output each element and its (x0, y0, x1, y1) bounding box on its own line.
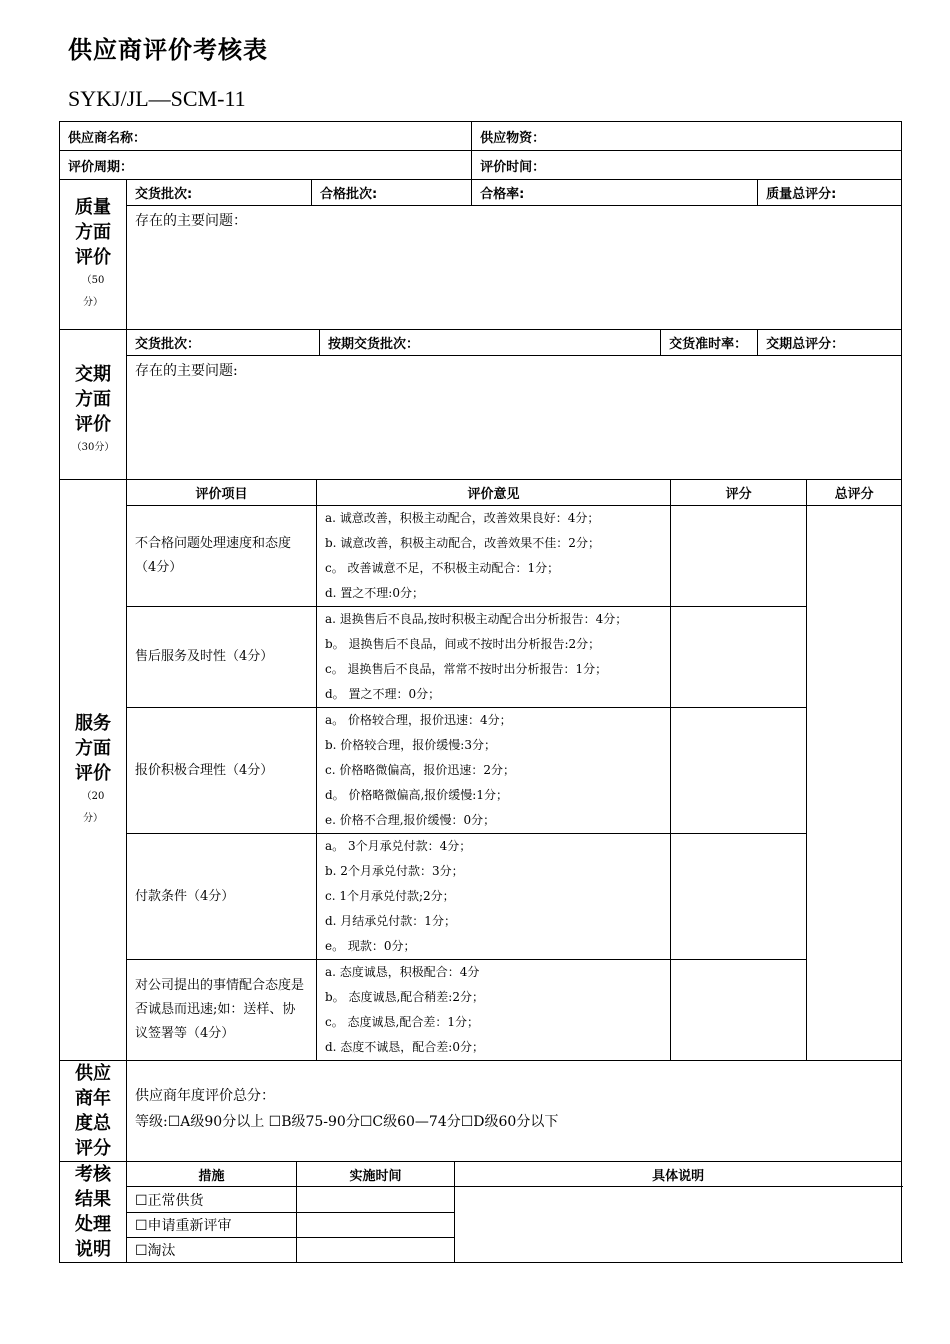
service-option: c. 价格略微偏高，报价迅速：2分； (325, 763, 515, 777)
service-option: d。 价格略微偏高,报价缓慢:1分； (325, 788, 508, 802)
service-option: c。 退换售后不良品，常常不按时出分析报告：1分； (325, 662, 608, 676)
service-item-2: 售后服务及时性（4分） (127, 607, 317, 708)
service-score-4[interactable] (671, 834, 807, 960)
service-option: d. 月结承兑付款：1分； (325, 914, 456, 928)
grade-checkboxes[interactable]: 等级:☐A级90分以上 ☐B级75-90分☐C级60—74分☐D级60分以下 (135, 1114, 559, 1130)
service-option: e. 价格不合理,报价缓慢：0分； (325, 813, 496, 827)
service-options-3 (317, 708, 671, 834)
quality-pass-rate-field[interactable]: 合格率: (472, 180, 758, 206)
service-item-3: 报价积极合理性（4分） (127, 708, 317, 834)
result-option-reassess[interactable]: ☐申请重新评审 (127, 1213, 297, 1238)
service-score-5[interactable] (671, 960, 807, 1061)
service-option: a。 3个月承兑付款：4分； (325, 839, 472, 853)
service-score-3[interactable] (671, 708, 807, 834)
service-option: b。 态度诚恳,配合稍差:2分； (325, 990, 484, 1004)
annual-score-field[interactable] (127, 1061, 902, 1162)
service-options-5 (317, 960, 671, 1061)
result-col-measure: 措施 (127, 1162, 297, 1187)
service-item-4: 付款条件（4分） (127, 834, 317, 960)
annual-section-label: 供应商年度总评分 (60, 1061, 127, 1162)
delivery-ontime-batches-field[interactable]: 按期交货批次： (320, 330, 661, 356)
service-total-score[interactable] (807, 506, 902, 1061)
supplier-material-field[interactable]: 供应物资： (472, 122, 902, 151)
result-time-3[interactable] (297, 1238, 455, 1263)
service-option: b。 退换售后不良品，间或不按时出分析报告:2分； (325, 637, 601, 651)
service-option: e。 现款：0分； (325, 939, 416, 953)
supplier-name-field[interactable]: 供应商名称： (60, 122, 472, 151)
delivery-ontime-rate-field[interactable]: 交货准时率： (661, 330, 758, 356)
result-col-detail: 具体说明 (455, 1162, 902, 1187)
quality-issues-field[interactable]: 存在的主要问题： (127, 206, 902, 330)
result-option-normal[interactable]: ☐正常供货 (127, 1187, 297, 1213)
service-item-1: 不合格问题处理速度和态度（4分） (127, 506, 317, 607)
delivery-batches-field[interactable]: 交货批次： (127, 330, 320, 356)
result-option-eliminate[interactable]: ☐淘汰 (127, 1238, 297, 1263)
result-time-1[interactable] (297, 1187, 455, 1213)
service-option: c. 1个月承兑付款;2分； (325, 889, 455, 903)
service-option: c。 改善诚意不足，不积极主动配合：1分； (325, 561, 560, 575)
annual-total-label: 供应商年度评价总分： (135, 1088, 275, 1104)
service-option: a. 退换售后不良品,按时积极主动配合出分析报告：4分； (325, 612, 628, 626)
service-section-label: 服务方面评价 （20 分） (60, 480, 127, 1061)
service-option: d. 态度不诚恳，配合差:0分； (325, 1040, 484, 1054)
evaluation-form (59, 121, 902, 1263)
service-col-score: 评分 (671, 480, 807, 506)
service-option: a。 价格较合理，报价迅速：4分； (325, 713, 512, 727)
service-option: b. 价格较合理，报价缓慢:3分； (325, 738, 496, 752)
service-item-5: 对公司提出的事情配合态度是否诚恳而迅速;如：送样、协议签署等（4分） (127, 960, 317, 1061)
quality-qualified-batches-field[interactable]: 合格批次: (312, 180, 472, 206)
quality-section-label: 质量方面评价 （50 分） (60, 180, 127, 330)
service-option: c。 态度诚恳,配合差：1分； (325, 1015, 479, 1029)
service-option: a. 诚意改善，积极主动配合，改善效果良好：4分； (325, 511, 600, 525)
service-option: d。 置之不理：0分； (325, 687, 441, 701)
service-score-2[interactable] (671, 607, 807, 708)
quality-batches-field[interactable]: 交货批次: (127, 180, 312, 206)
result-detail-field[interactable] (455, 1187, 902, 1263)
service-options-4 (317, 834, 671, 960)
delivery-section-label: 交期方面评价 （30分） (60, 330, 127, 480)
eval-time-field[interactable]: 评价时间： (472, 151, 902, 180)
eval-period-field[interactable]: 评价周期： (60, 151, 472, 180)
service-option: b. 诚意改善，积极主动配合，改善效果不佳：2分； (325, 536, 600, 550)
service-option: b. 2个月承兑付款：3分； (325, 864, 464, 878)
form-title: 供应商评价考核表 (68, 36, 268, 64)
service-col-opinion: 评价意见 (317, 480, 671, 506)
delivery-total-field[interactable]: 交期总评分： (758, 330, 902, 356)
service-option: d. 置之不理:0分； (325, 586, 424, 600)
service-options-2 (317, 607, 671, 708)
result-time-2[interactable] (297, 1213, 455, 1238)
service-options-1 (317, 506, 671, 607)
service-option: a. 态度诚恳，积极配合：4分 (325, 965, 480, 979)
service-score-1[interactable] (671, 506, 807, 607)
document-code: SYKJ/JL—SCM-11 (68, 86, 246, 111)
quality-total-field[interactable]: 质量总评分: (758, 180, 902, 206)
service-col-item: 评价项目 (127, 480, 317, 506)
result-col-time: 实施时间 (297, 1162, 455, 1187)
delivery-issues-field[interactable]: 存在的主要问题: (127, 356, 902, 480)
service-col-total: 总评分 (807, 480, 902, 506)
result-section-label: 考核结果处理说明 (60, 1162, 127, 1263)
